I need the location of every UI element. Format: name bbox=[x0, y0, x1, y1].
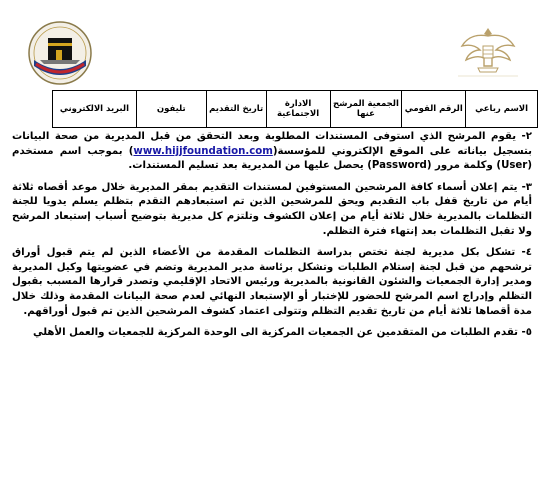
item-text: ) وكلمة مرور ( bbox=[426, 160, 502, 172]
eagle-emblem-icon bbox=[452, 22, 524, 80]
website-link[interactable]: www.hijjfoundation.com bbox=[133, 145, 273, 157]
item-text: ) يحصل عليها من المديرية بعد تسليم المستندات. bbox=[128, 160, 372, 172]
column-header: الجمعية المرشح عنها bbox=[330, 91, 402, 128]
list-item bbox=[12, 130, 532, 174]
item-text: يقوم المرشح الذي استوفى المستندات المطلوبة وبعد التحقق من قبل المديرية من صحة البيانات بتسجيل بياناته على الموقع الإلكتروني للمؤسسة( bbox=[12, 131, 532, 157]
item-text: يتم إعلان أسماء كافة المرشحين المستوفين لمستندات التقديم بمقر المديرية خلال موعد أقصاه ثلاثة أيام من تاريخ قفل باب التقديم ويحق للمرشحين الذين تم استبعادهم التقدم بتظلم يسلم يدويا للجنة التظلمات بالمديرية خلال ثلاثة أيام من إعلان الكشوف وتلتزم كل مديرية بتوضيح أسباب إستبعاد المرشح ولا تقبل التظلمات بعد إنتهاء فترة التظلم. bbox=[12, 181, 532, 237]
password-term: Password bbox=[371, 160, 427, 172]
user-term: User bbox=[501, 160, 528, 172]
item-number: ٣- bbox=[521, 181, 532, 193]
table-row bbox=[53, 91, 538, 128]
item-number: ٥- bbox=[521, 327, 532, 339]
item-number: ٢- bbox=[521, 131, 532, 142]
header-columns-table bbox=[52, 90, 538, 128]
page-header bbox=[0, 0, 548, 88]
item-text: ) بموجب اسم مستخدم ( bbox=[12, 145, 532, 172]
item-number: ٤- bbox=[521, 247, 532, 259]
document-body bbox=[12, 130, 532, 496]
list-item bbox=[12, 246, 532, 319]
kaaba-logo-icon bbox=[26, 20, 94, 86]
column-header: تاريخ التقديم bbox=[206, 91, 266, 128]
column-header: البريد الالكتروني bbox=[53, 91, 137, 128]
list-item bbox=[12, 181, 532, 239]
item-text: تقدم الطلبات من المتقدمين عن الجمعيات المركزية الى الوحدة المركزية للجمعيات والعمل الأهلي bbox=[32, 327, 518, 339]
column-header: الاسم رباعي bbox=[466, 91, 538, 128]
column-header: الادارة الاجتماعية bbox=[266, 91, 330, 128]
item-text: تشكل بكل مديرية لجنة تختص بدراسة التظلمات المقدمة من الأعضاء الذين لم يتم قبول أوراق ترشحهم من قبل لجنة إستلام الطلبات وتشكل برئاسة مدير المديرية وتضم في عضويتها وكيل المديرية ومدير إدارة الجمعيات والشئون القانونية بالمديرية ورئيس الاتحاد الإقليمي وتصدر قرارها المسبب بقبول التظلم وإدراج اسم المرشح للحضور للإختبار أو الإستبعاد النهائي لعدم صحة البيانات المقدمة وذلك خلال مدة أقصاها ثلاثة أيام من تاريخ تقديم التظلم وتتولى اعتماد كشوف المرشحين الذين تم قبول أوراقهم. bbox=[12, 247, 532, 317]
list-item bbox=[12, 326, 532, 341]
column-header: الرقم القومي bbox=[402, 91, 466, 128]
column-header: تليفون bbox=[136, 91, 206, 128]
